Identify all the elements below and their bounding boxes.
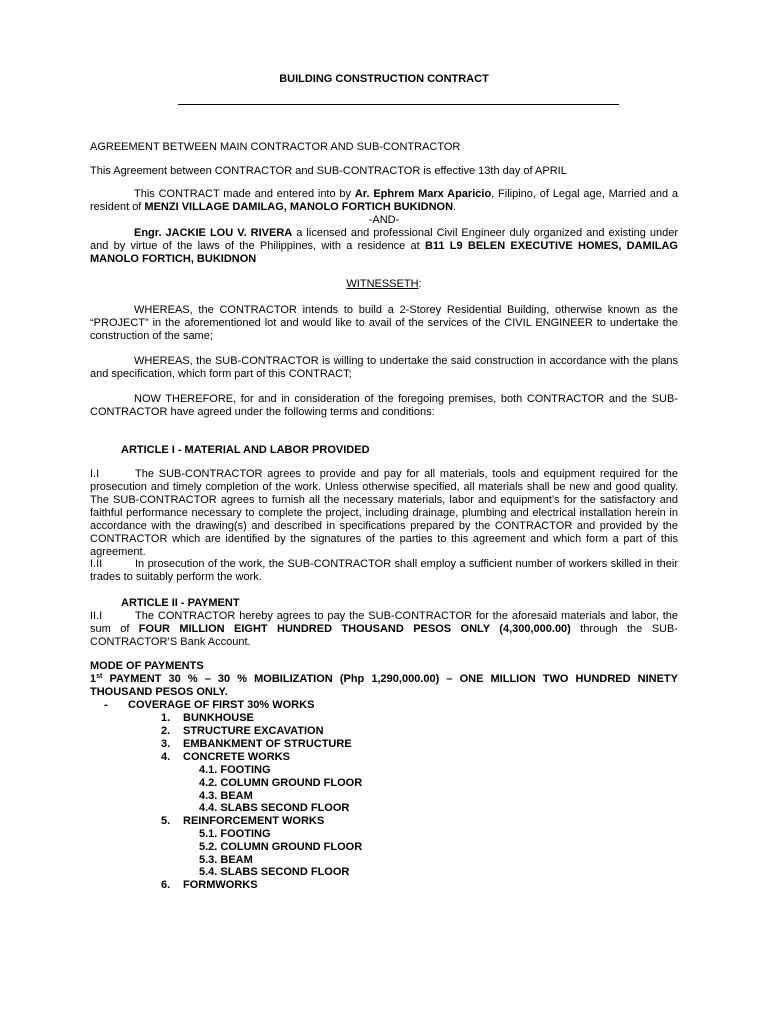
- engineer-desc: a licensed and professional Civil Engineer duly organized and existing under and by virtue of the laws of the Philippines, with a residence at: [90, 227, 678, 252]
- list-item-number: 3.: [161, 738, 171, 750]
- coverage-bullet: -: [104, 699, 108, 711]
- list-item: [161, 879, 258, 892]
- list-item-label: STRUCTURE EXCAVATION: [183, 725, 324, 737]
- sub-list-item: 5.4. SLABS SECOND FLOOR: [199, 866, 350, 878]
- article-1-item-1-number: I.I: [90, 468, 100, 480]
- document-title: BUILDING CONSTRUCTION CONTRACT: [279, 73, 489, 85]
- list-item-number: 4.: [161, 751, 171, 763]
- contractor-end: .: [453, 201, 457, 213]
- sub-list-item: 5.2. COLUMN GROUND FLOOR: [199, 841, 363, 853]
- agreement-heading: AGREEMENT BETWEEN MAIN CONTRACTOR AND SUB-CONTRACTOR: [90, 141, 461, 153]
- article-2-heading: ARTICLE II - PAYMENT: [121, 597, 240, 609]
- engineer-name: Engr. JACKIE LOU V. RIVERA: [134, 227, 293, 239]
- sub-list-item: 5.3. BEAM: [199, 854, 253, 866]
- and-label: -AND-: [368, 214, 400, 226]
- list-item: [161, 712, 254, 725]
- list-item-number: 1.: [161, 712, 171, 724]
- sub-list-item: 4.1. FOOTING: [199, 764, 271, 776]
- first-payment-text: PAYMENT 30 % – 30 % MOBILIZATION (Php 1,290,000.00) – ONE MILLION TWO HUNDRED NINETY THOUSAND PESOS ONLY.: [90, 673, 678, 698]
- article-1-item-2-number: I.II: [90, 558, 103, 570]
- whereas-paragraph-1: WHEREAS, the CONTRACTOR intends to build a 2-Storey Residential Building, otherwise known as the “PROJECT” in the aforementioned lot and would like to avail of the services of the CIVIL ENGINEER to undertake the construction of the same;: [90, 304, 678, 342]
- article-1-heading: ARTICLE I - MATERIAL AND LABOR PROVIDED: [121, 444, 370, 456]
- list-item-number: 5.: [161, 815, 171, 827]
- list-item: [161, 725, 324, 738]
- engineer-paragraph: [90, 227, 678, 266]
- contractor-paragraph: [90, 188, 678, 214]
- effective-line: This Agreement between CONTRACTOR and SUB-CONTRACTOR is effective 13th day of APRIL: [90, 165, 567, 177]
- list-item-number: 6.: [161, 879, 171, 891]
- witnesseth-heading: [90, 278, 678, 291]
- sub-list-item: 4.2. COLUMN GROUND FLOOR: [199, 777, 363, 789]
- title-rule: [178, 104, 619, 105]
- article-2-item-1: [90, 610, 678, 649]
- witnesseth-label: WITNESSETH: [346, 278, 419, 290]
- article-1-item-1-text: The SUB-CONTRACTOR agrees to provide and pay for all materials, tools and equipment required for the prosecution and timely completion of the work. Unless otherwise specified, all materials shall be new and good quality. The SUB-CONTRACTOR agrees to furnish all the necessary materials, labor and equipment’s for the satisfactory and faithful performance necessary to complete the project, including drainage, plumbing and electrical installation herein in accordance with the drawing(s) and described in specifications prepared by the CONTRACTOR and provided by the CONTRACTOR which are identified by the signatures of the parties to this agreement and which form a part of this agreement.: [90, 468, 678, 558]
- list-item: [161, 815, 324, 828]
- first-payment-line: [90, 673, 678, 699]
- list-item-label: FORMWORKS: [183, 879, 258, 891]
- engineer-address: B11 L9 BELEN EXECUTIVE HOMES, DAMILAG MANOLO FORTICH, BUKIDNON: [90, 240, 678, 265]
- list-item: [161, 751, 290, 764]
- witnesseth-colon: :: [418, 278, 422, 290]
- coverage-label: COVERAGE OF FIRST 30% WORKS: [128, 699, 315, 711]
- article-1-item-2-text: In prosecution of the work, the SUB-CONTRACTOR shall employ a sufficient number of workers skilled in their trades to suitably perform the work.: [90, 558, 678, 583]
- list-item-label: CONCRETE WORKS: [183, 751, 290, 763]
- now-therefore-paragraph: NOW THEREFORE, for and in consideration of the foregoing premises, both CONTRACTOR and the SUB-CONTRACTOR have agreed under the following terms and conditions:: [90, 393, 678, 418]
- contractor-desc: , Filipino, of Legal age, Married and a resident of: [90, 188, 678, 213]
- coverage-line: [104, 699, 314, 712]
- contractor-address: MENZI VILLAGE DAMILAG, MANOLO FORTICH BUKIDNON: [144, 201, 454, 213]
- article-1-item-2: [90, 558, 678, 584]
- article-2-item-1-text-a: The CONTRACTOR hereby agrees to pay the SUB-CONTRACTOR for the aforesaid materials and labor, the sum of: [90, 610, 678, 635]
- list-item: [161, 738, 352, 751]
- sub-list-item: 5.1. FOOTING: [199, 828, 271, 840]
- article-2-amount: FOUR MILLION EIGHT HUNDRED THOUSAND PESOS ONLY (4,300,000.00): [138, 623, 571, 635]
- article-2-item-1-number: II.I: [90, 610, 103, 622]
- list-item-label: EMBANKMENT OF STRUCTURE: [183, 738, 352, 750]
- sub-list-item: 4.3. BEAM: [199, 790, 253, 802]
- article-1-item-1: [90, 468, 678, 559]
- first-payment-ordinal: st: [96, 673, 103, 680]
- list-item-number: 2.: [161, 725, 171, 737]
- sub-list-item: 4.4. SLABS SECOND FLOOR: [199, 802, 350, 814]
- list-item-label: REINFORCEMENT WORKS: [183, 815, 325, 827]
- mode-of-payments-heading: MODE OF PAYMENTS: [90, 660, 204, 672]
- whereas-paragraph-2: WHEREAS, the SUB-CONTRACTOR is willing to undertake the said construction in accordance with the plans and specification, which form part of this CONTRACT;: [90, 355, 678, 380]
- article-2-item-1-text-b: through the SUB-CONTRACTOR’S Bank Account.: [90, 623, 678, 648]
- list-item-label: BUNKHOUSE: [183, 712, 254, 724]
- contractor-intro: This CONTRACT made and entered into by: [134, 188, 355, 200]
- contractor-name: Ar. Ephrem Marx Aparicio: [354, 188, 492, 200]
- first-payment-number: 1: [90, 673, 97, 685]
